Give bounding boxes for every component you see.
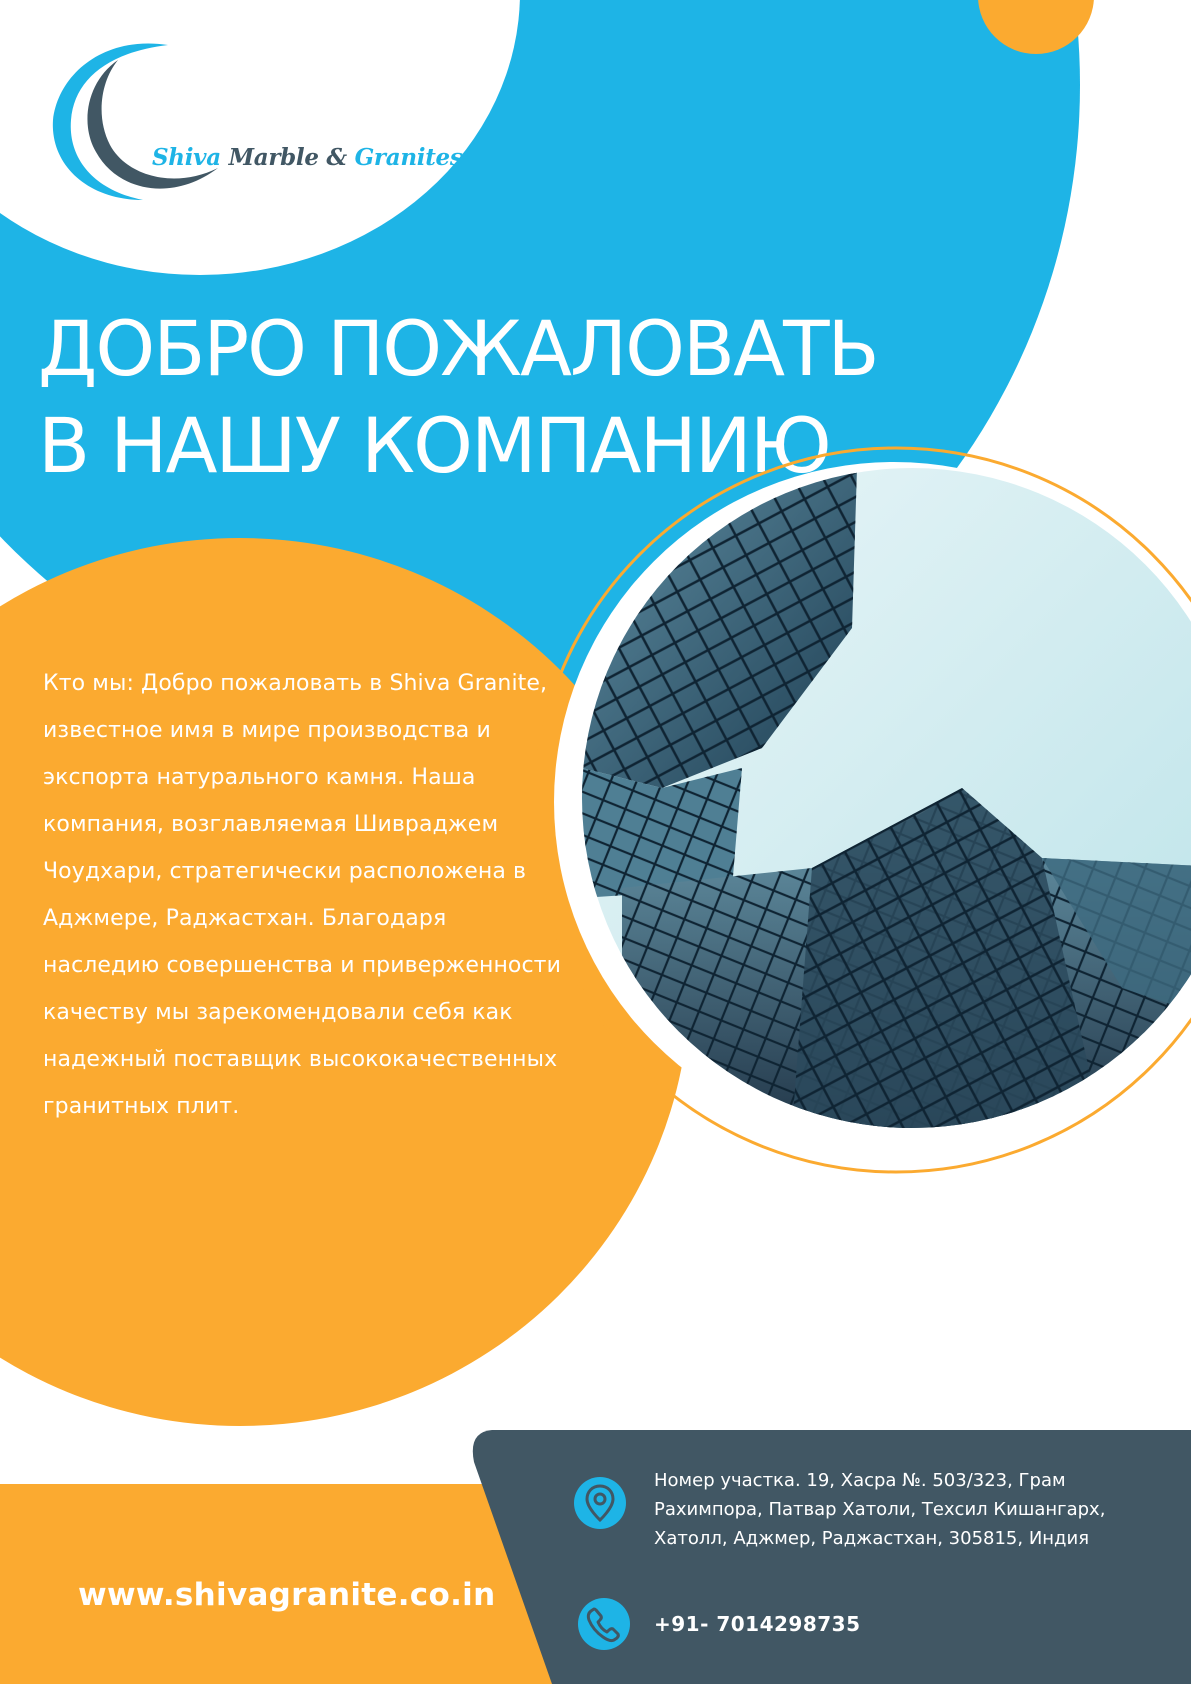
location-pin-icon bbox=[572, 1475, 628, 1531]
contact-phone[interactable]: +91- 7014298735 bbox=[654, 1612, 861, 1636]
logo-word-shiva: Shiva bbox=[152, 144, 221, 171]
title-line-1: ДОБРО ПОЖАЛОВАТЬ bbox=[38, 304, 878, 393]
contact-address: Номер участка. 19, Хасра №. 503/323, Грам Рахимпора, Патвар Хатоли, Техсил Кишангарх, Хатолл, Аджмер, Раджастхан, 305815, Индия bbox=[654, 1470, 1106, 1549]
about-paragraph: Кто мы: Добро пожаловать в Shiva Granite, известное имя в мире производства и экспорта натурального камня. Наша компания, возглавляемая Шивраджем Чоудхари, стратегически расположена в Аджмере, Раджастхан. Благодаря наследию совершенства и приверженности качеству мы зарекомендовали себя как надежный поставщик высококачественных гранитных плит. bbox=[43, 671, 561, 1119]
logo-word-marble: Marble & bbox=[228, 144, 347, 171]
phone-icon bbox=[576, 1596, 632, 1652]
logo-word-granites: Granites bbox=[354, 144, 463, 171]
title-line-2: В НАШУ КОМПАНИЮ bbox=[38, 401, 830, 480]
website-url[interactable]: www.shivagranite.co.in bbox=[78, 1577, 496, 1613]
